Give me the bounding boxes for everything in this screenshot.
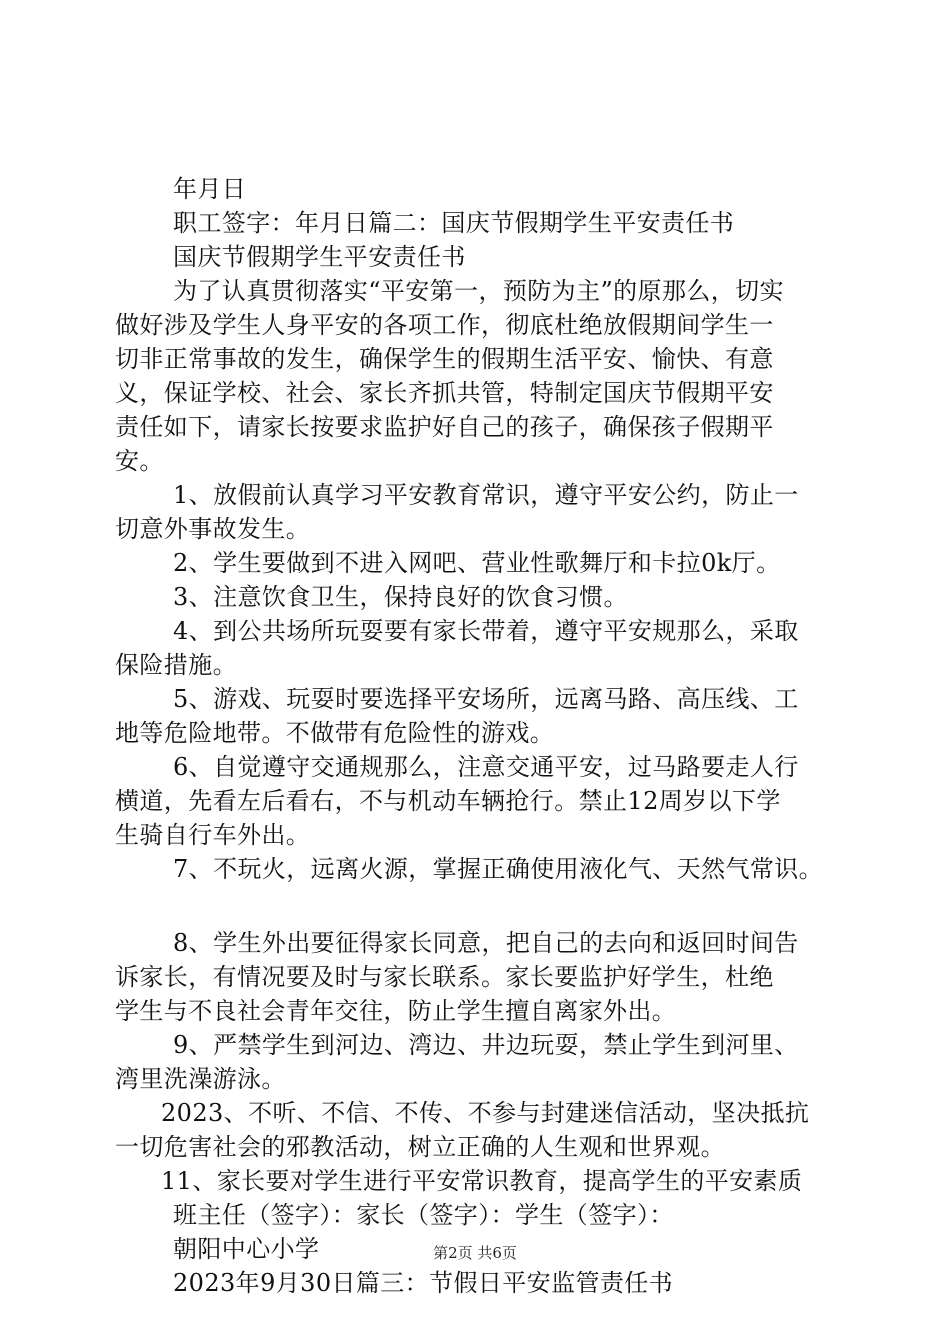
rule-item-line: 3、注意饮食卫生，保持良好的饮食习惯。 [173,583,628,611]
rule-item-line: 11、家长要对学生进行平安常识教育，提高学生的平安素质 [161,1167,803,1195]
signature-line: 班主任（签字）：家长（签字）：学生（签字）： [173,1201,674,1229]
rule-item-line: 9、严禁学生到河边、湾边、井边玩耍，禁止学生到河里、 [173,1031,799,1059]
rule-item-line: 2、学生要做到不进入网吧、营业性歌舞厅和卡拉0k厅。 [173,549,781,577]
rule-item-line: 生骑自行车外出。 [115,821,311,849]
rule-item-line: 一切危害社会的邪教活动，树立正确的人生观和世界观。 [115,1133,725,1161]
intro-paragraph-line: 义，保证学校、社会、家长齐抓共管，特制定国庆节假期平安 [115,379,774,407]
rule-item-line: 地等危险地带。不做带有危险性的游戏。 [115,719,555,747]
rule-item-line: 6、自觉遵守交通规那么，注意交通平安，过马路要走人行 [173,753,799,781]
school-name: 朝阳中心小学 [173,1235,320,1263]
date-line: 年月日 [173,175,247,203]
rule-item-line: 7、不玩火，远离火源，掌握正确使用液化气、天然气常识。 [173,855,824,883]
staff-signature-line: 职工签字：年月日篇二：国庆节假期学生平安责任书 [173,209,735,237]
section-title: 国庆节假期学生平安责任书 [173,243,466,271]
rule-item-line: 5、游戏、玩耍时要选择平安场所，远离马路、高压线、工 [173,685,799,713]
intro-paragraph-line: 为了认真贯彻落实“平安第一，预防为主”的原那么，切实 [173,277,784,305]
rule-item-line: 横道，先看左后看右，不与机动车辆抢行。禁止12周岁以下学 [115,787,781,815]
intro-paragraph-line: 做好涉及学生人身平安的各项工作，彻底杜绝放假期间学生一 [115,311,774,339]
rule-item-line: 湾里洗澡游泳。 [115,1065,286,1093]
intro-paragraph-line: 责任如下，请家长按要求监护好自己的孩子，确保孩子假期平 [115,413,774,441]
page-footer: 第2页 共6页 [433,1244,517,1262]
rule-item-line: 切意外事故发生。 [115,515,311,543]
rule-item-line: 2023、不听、不信、不传、不参与封建迷信活动，坚决抵抗 [161,1099,810,1127]
closing-date-line: 2023年9月30日篇三：节假日平安监管责任书 [173,1269,674,1297]
rule-item-line: 8、学生外出要征得家长同意，把自己的去向和返回时间告 [173,929,799,957]
rule-item-line: 保险措施。 [115,651,237,679]
document-body [115,172,855,1300]
intro-paragraph-line: 切非正常事故的发生，确保学生的假期生活平安、愉快、有意 [115,345,774,373]
rule-item-line: 1、放假前认真学习平安教育常识，遵守平安公约，防止一 [173,481,799,509]
intro-paragraph-line: 安。 [115,447,164,475]
paragraph-gap [115,886,855,926]
rule-item-line: 4、到公共场所玩耍要有家长带着，遵守平安规那么，采取 [173,617,799,645]
rule-item-line: 学生与不良社会青年交往，防止学生擅自离家外出。 [115,997,677,1025]
rule-item-line: 诉家长，有情况要及时与家长联系。家长要监护好学生，杜绝 [115,963,774,991]
